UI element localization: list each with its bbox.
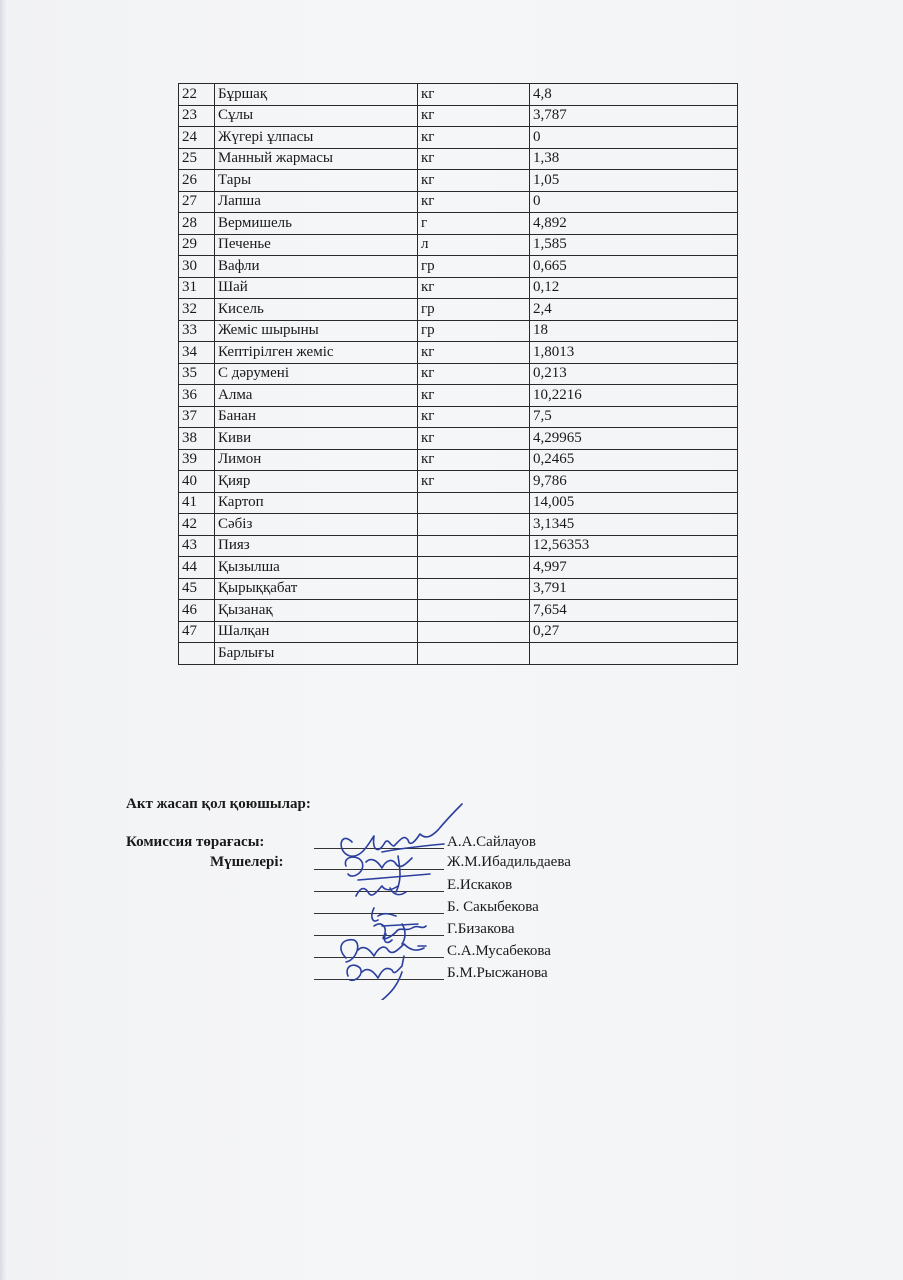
row-number-cell: 25 xyxy=(179,148,215,170)
table-row xyxy=(179,256,738,278)
row-number-cell: 47 xyxy=(179,621,215,643)
row-number-cell: 40 xyxy=(179,471,215,493)
unit-cell xyxy=(418,557,530,579)
product-name-cell: Кисель xyxy=(215,299,418,321)
row-number-cell: 34 xyxy=(179,342,215,364)
unit-cell: г xyxy=(418,213,530,235)
product-name-cell: Киви xyxy=(215,428,418,450)
table-row xyxy=(179,428,738,450)
quantity-cell: 1,38 xyxy=(530,148,738,170)
quantity-cell: 0,12 xyxy=(530,277,738,299)
table-row xyxy=(179,600,738,622)
product-name-cell: Сәбіз xyxy=(215,514,418,536)
unit-cell xyxy=(418,578,530,600)
signatures-block xyxy=(126,796,746,1006)
product-name-cell: Пияз xyxy=(215,535,418,557)
quantity-cell xyxy=(530,643,738,665)
quantity-cell: 7,5 xyxy=(530,406,738,428)
unit-cell xyxy=(418,492,530,514)
product-name-cell: Қырыққабат xyxy=(215,578,418,600)
row-number-cell: 43 xyxy=(179,535,215,557)
row-number-cell: 44 xyxy=(179,557,215,579)
unit-cell: кг xyxy=(418,127,530,149)
signature-chair xyxy=(341,804,462,856)
row-number-cell: 41 xyxy=(179,492,215,514)
table-row xyxy=(179,342,738,364)
table-row xyxy=(179,213,738,235)
product-name-cell: Жеміс шырыны xyxy=(215,320,418,342)
unit-cell: кг xyxy=(418,428,530,450)
table-row xyxy=(179,385,738,407)
table-row xyxy=(179,191,738,213)
table-row xyxy=(179,621,738,643)
product-name-cell: Вермишель xyxy=(215,213,418,235)
unit-cell: кг xyxy=(418,385,530,407)
table-row xyxy=(179,299,738,321)
quantity-cell: 0 xyxy=(530,127,738,149)
product-name-cell: Сұлы xyxy=(215,105,418,127)
page-edge-shadow xyxy=(0,0,6,1280)
quantity-cell: 0,2465 xyxy=(530,449,738,471)
quantity-cell: 2,4 xyxy=(530,299,738,321)
row-number-cell: 30 xyxy=(179,256,215,278)
quantity-cell: 0,213 xyxy=(530,363,738,385)
unit-cell: кг xyxy=(418,148,530,170)
member-name: Е.Искаков xyxy=(447,877,513,893)
quantity-cell: 4,29965 xyxy=(530,428,738,450)
table-row xyxy=(179,105,738,127)
unit-cell xyxy=(418,621,530,643)
quantity-cell: 4,892 xyxy=(530,213,738,235)
handwritten-signatures xyxy=(322,800,492,1000)
products-table xyxy=(178,83,738,665)
quantity-cell: 4,8 xyxy=(530,84,738,106)
product-name-cell: Кептірілген жеміс xyxy=(215,342,418,364)
table-row xyxy=(179,535,738,557)
product-name-cell: Лапша xyxy=(215,191,418,213)
unit-cell xyxy=(418,643,530,665)
signature-member-6 xyxy=(347,956,404,1000)
member-name: С.А.Мусабекова xyxy=(447,943,551,959)
row-number-cell: 35 xyxy=(179,363,215,385)
product-name-cell: Шай xyxy=(215,277,418,299)
member-name: Б.М.Рысжанова xyxy=(447,965,548,981)
product-name-cell: Бұршақ xyxy=(215,84,418,106)
row-number-cell: 33 xyxy=(179,320,215,342)
table-row xyxy=(179,406,738,428)
row-number-cell: 32 xyxy=(179,299,215,321)
product-name-cell: Вафли xyxy=(215,256,418,278)
unit-cell: л xyxy=(418,234,530,256)
unit-cell: кг xyxy=(418,449,530,471)
unit-cell: кг xyxy=(418,191,530,213)
chair-name: А.А.Сайлауов xyxy=(447,834,536,850)
row-number-cell: 37 xyxy=(179,406,215,428)
row-number-cell: 42 xyxy=(179,514,215,536)
row-number-cell: 22 xyxy=(179,84,215,106)
member-name: Г.Бизакова xyxy=(447,921,515,937)
row-number-cell: 45 xyxy=(179,578,215,600)
signature-member-1 xyxy=(345,856,430,892)
quantity-cell: 10,2216 xyxy=(530,385,738,407)
unit-cell xyxy=(418,514,530,536)
product-name-cell: Банан xyxy=(215,406,418,428)
table-row xyxy=(179,471,738,493)
row-number-cell: 31 xyxy=(179,277,215,299)
table-row xyxy=(179,514,738,536)
row-number-cell: 24 xyxy=(179,127,215,149)
unit-cell: кг xyxy=(418,363,530,385)
unit-cell: кг xyxy=(418,342,530,364)
quantity-cell: 7,654 xyxy=(530,600,738,622)
table-row xyxy=(179,449,738,471)
unit-cell: гр xyxy=(418,299,530,321)
table-row xyxy=(179,170,738,192)
signature-member-4 xyxy=(374,924,426,944)
product-name-cell: Лимон xyxy=(215,449,418,471)
product-name-cell: Қызанақ xyxy=(215,600,418,622)
row-number-cell: 23 xyxy=(179,105,215,127)
quantity-cell: 0,665 xyxy=(530,256,738,278)
unit-cell: гр xyxy=(418,320,530,342)
table-row xyxy=(179,578,738,600)
row-number-cell: 46 xyxy=(179,600,215,622)
quantity-cell: 18 xyxy=(530,320,738,342)
row-number-cell: 27 xyxy=(179,191,215,213)
unit-cell: гр xyxy=(418,256,530,278)
quantity-cell: 3,791 xyxy=(530,578,738,600)
row-number-cell: 28 xyxy=(179,213,215,235)
product-name-cell: Картоп xyxy=(215,492,418,514)
row-number-cell: 29 xyxy=(179,234,215,256)
product-name-cell: Шалқан xyxy=(215,621,418,643)
product-name-cell: С дәрумені xyxy=(215,363,418,385)
table-row xyxy=(179,320,738,342)
signature-member-3 xyxy=(372,908,418,942)
unit-cell xyxy=(418,600,530,622)
unit-cell: кг xyxy=(418,170,530,192)
table-row xyxy=(179,127,738,149)
commission-members-label: Мүшелері: xyxy=(210,854,284,870)
product-name-cell: Печенье xyxy=(215,234,418,256)
unit-cell xyxy=(418,535,530,557)
table-row xyxy=(179,84,738,106)
quantity-cell: 9,786 xyxy=(530,471,738,493)
quantity-cell: 0,27 xyxy=(530,621,738,643)
quantity-cell: 1,05 xyxy=(530,170,738,192)
quantity-cell: 1,8013 xyxy=(530,342,738,364)
unit-cell: кг xyxy=(418,406,530,428)
product-name-cell: Манный жармасы xyxy=(215,148,418,170)
quantity-cell: 0 xyxy=(530,191,738,213)
quantity-cell: 4,997 xyxy=(530,557,738,579)
commission-chair-label: Комиссия төрағасы: xyxy=(126,834,265,850)
table-row xyxy=(179,557,738,579)
row-number-cell: 36 xyxy=(179,385,215,407)
row-number-cell xyxy=(179,643,215,665)
table-row xyxy=(179,148,738,170)
product-name-cell: Қызылша xyxy=(215,557,418,579)
quantity-cell: 1,585 xyxy=(530,234,738,256)
quantity-cell: 3,787 xyxy=(530,105,738,127)
member-name: Ж.М.Ибадильдаева xyxy=(447,854,571,870)
product-name-cell: Барлығы xyxy=(215,643,418,665)
product-name-cell: Қияр xyxy=(215,471,418,493)
table-row xyxy=(179,277,738,299)
table-row xyxy=(179,643,738,665)
unit-cell: кг xyxy=(418,105,530,127)
member-name: Б. Сакыбекова xyxy=(447,899,539,915)
unit-cell: кг xyxy=(418,84,530,106)
table-row xyxy=(179,234,738,256)
row-number-cell: 38 xyxy=(179,428,215,450)
product-name-cell: Жүгері ұлпасы xyxy=(215,127,418,149)
signature-member-5 xyxy=(341,940,426,962)
row-number-cell: 39 xyxy=(179,449,215,471)
unit-cell: кг xyxy=(418,277,530,299)
product-name-cell: Тары xyxy=(215,170,418,192)
table-row xyxy=(179,363,738,385)
quantity-cell: 12,56353 xyxy=(530,535,738,557)
act-signers-title: Акт жасап қол қоюшылар: xyxy=(126,796,311,812)
products-table-body xyxy=(179,84,738,665)
quantity-cell: 3,1345 xyxy=(530,514,738,536)
table-row xyxy=(179,492,738,514)
row-number-cell: 26 xyxy=(179,170,215,192)
quantity-cell: 14,005 xyxy=(530,492,738,514)
product-name-cell: Алма xyxy=(215,385,418,407)
unit-cell: кг xyxy=(418,471,530,493)
